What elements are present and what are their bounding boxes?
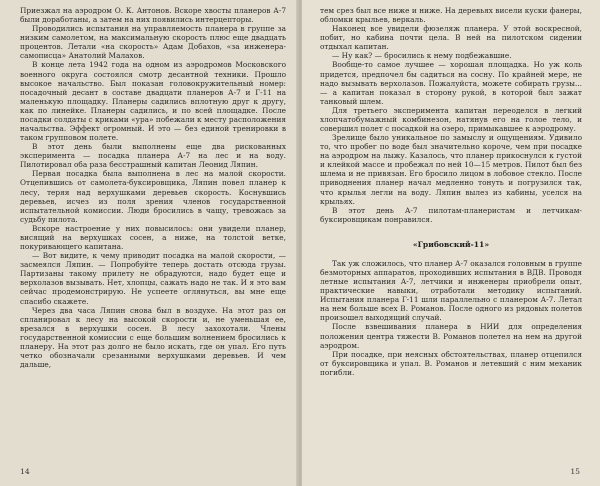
left-page <box>0 0 298 486</box>
paragraph: Вскоре настроение у них повысилось: они увидели планер, висящий на верхушках сосен, а ниже, на толстой ветке, покуривающего капитана. <box>20 223 286 252</box>
paragraph: Через два часа Ляпин снова был в воздухе. На этот раз он спланировал к лесу на высокой скорости и, не уменьшая ее, врезался в верхушки сосен. В лесу захохотали. Члены государственной комиссии с еще большим волнением бросились к планеру. На этот раз долго не было искать, где он упал. Его путь четко обозначали срезанными верхушками деревьев. И чем дальше, <box>20 305 286 370</box>
page-number-left: 14 <box>20 467 30 476</box>
paragraph: В конце лета 1942 года на одном из аэродромов Московского военного округа состоялся смотр десантной техники. Прошло высокое начальство. Был показан головокружительный номер: посадочный десант в составе двадцати планеров А-7 и Г-11 на маленькую площадку. Планеры садились вплотную друг к другу, как по линейке. Планеры садились, и по всей площадке. После посадки солдаты с криками «ура» побежали к месту расположения начальства. Эффект огромный. И это — без единой тренировки в таком групповом полете. <box>20 60 286 143</box>
paragraph: тем срез был все ниже и ниже. На деревьях висели куски фанеры, обломки крыльев, веркаль. <box>320 6 582 25</box>
paragraph: В этот день А-7 пилотам-планеристам и летчикам-буксировщикам понравился. <box>320 205 582 224</box>
right-page <box>302 0 600 486</box>
paragraph: Вообще-то самое лучшее — хорошая площадка. Но уж коль придется, предпочел бы садиться на сосну. По крайней мере, не надо вызывать верхолазов. Пожалуйста, можете собирать грузы...— а капитан показал в сторону рукой, в которой был зажат танковый шлем. <box>320 60 582 106</box>
paragraph: Для третьего эксперимента капитан переоделся в легкий хлопчатобумажный комбинезон, натянув его на голое тело, и совершил полет с посадкой на озеро, примыкавшее к аэродрому. <box>320 105 582 134</box>
paragraph: Проводились испытания на управляемость планера в группе за низким самолетом, на максимальную скорость плюс еще двадцать процентов. Летали «на скорость» Адам Добахов, «за инженера-самописца» Анатолий Малахов. <box>20 24 286 61</box>
paragraph: Приезжал на аэродром О. К. Антонов. Вскоре хвосты планеров А-7 были доработаны, а затем на них появились интерцепторы. <box>20 6 286 25</box>
section-heading: «Грибовский-11» <box>412 239 490 249</box>
paragraph: Так уж сложилось, что планер А-7 оказался головным в группе безмоторных аппаратов, проходивших испытания в ВДВ. Проводя летные испытания А-7, летчики и инженеры приобрели опыт, практические навыки, отработали методику испытаний. Испытания планера Г-11 шли параллельно с планером А-7. Летал на нем больше всех В. Романов. После одного из рядовых полетов произошел выходящий случай. <box>320 258 582 323</box>
paragraph: В этот день были выполнены еще два рискованных эксперимента — посадка планера А-7 на лес и на воду. Пилотировал оба раза бесстрашный капитан Леонид Ляпин. <box>20 142 286 170</box>
page-number-right: 15 <box>570 467 580 476</box>
paragraph: Наконец все увидели фюзеляж планера. У этой воскресной, побит, но кабина почти цела. В ней на пилотском сидении отдыхал капитан. <box>320 24 582 52</box>
paragraph: — Ну как? — бросились к нему подбежавшие. <box>332 51 512 61</box>
paragraph: При посадке, при неясных обстоятельствах, планер отцепился от буксировщика и упал. В. Романов и летевший с ним механик погибли. <box>320 349 582 377</box>
paragraph: Зрелище было уникальное по замыслу и ощущениям. Удивило то, что пробег по воде был значительно короче, чем при посадке на аэродром на лыжу. Казалось, что планер прикоснулся к густой и клейкой массе и пробежал по ней 10—15 метров. Пилот был без шлема и не привязан. Его бросило лицом в лобовое стекло. После приводнения планер начал медленно тонуть и погрузился так, что крылья легли на воду. Ляпин вылез из кабины, уселся на крыльях. <box>320 133 582 206</box>
paragraph: После взвешивания планера в НИИ для определения положения центра тяжести В. Романов полетел на нем на другой аэродром. <box>320 322 582 350</box>
paragraph: Первая посадка была выполнена в лес на малой скорости. Отцепившись от самолета-буксировщика, Ляпин повел планер к лесу, теряя над верхушками деревьев скорость. Коснувшись деревьев, исчез из поля зрения членов государственной испытательной комиссии. Люди бросились в чащу, тревожась за судьбу пилота. <box>20 169 286 224</box>
paragraph: — Вот видите, к чему приводит посадка на малой скорости, — засмеялся Ляпин. — Попробуйте теперь достать отсюда грузы. Партизаны такому прилету не обрадуются, надо будет еще и верхолазов вызывать. Нет, хлопцы, сажать надо не так. И я это вам сейчас продемонстрирую. Не успеете оглянуться, вы мне еще спасибо скажете. <box>20 251 286 306</box>
